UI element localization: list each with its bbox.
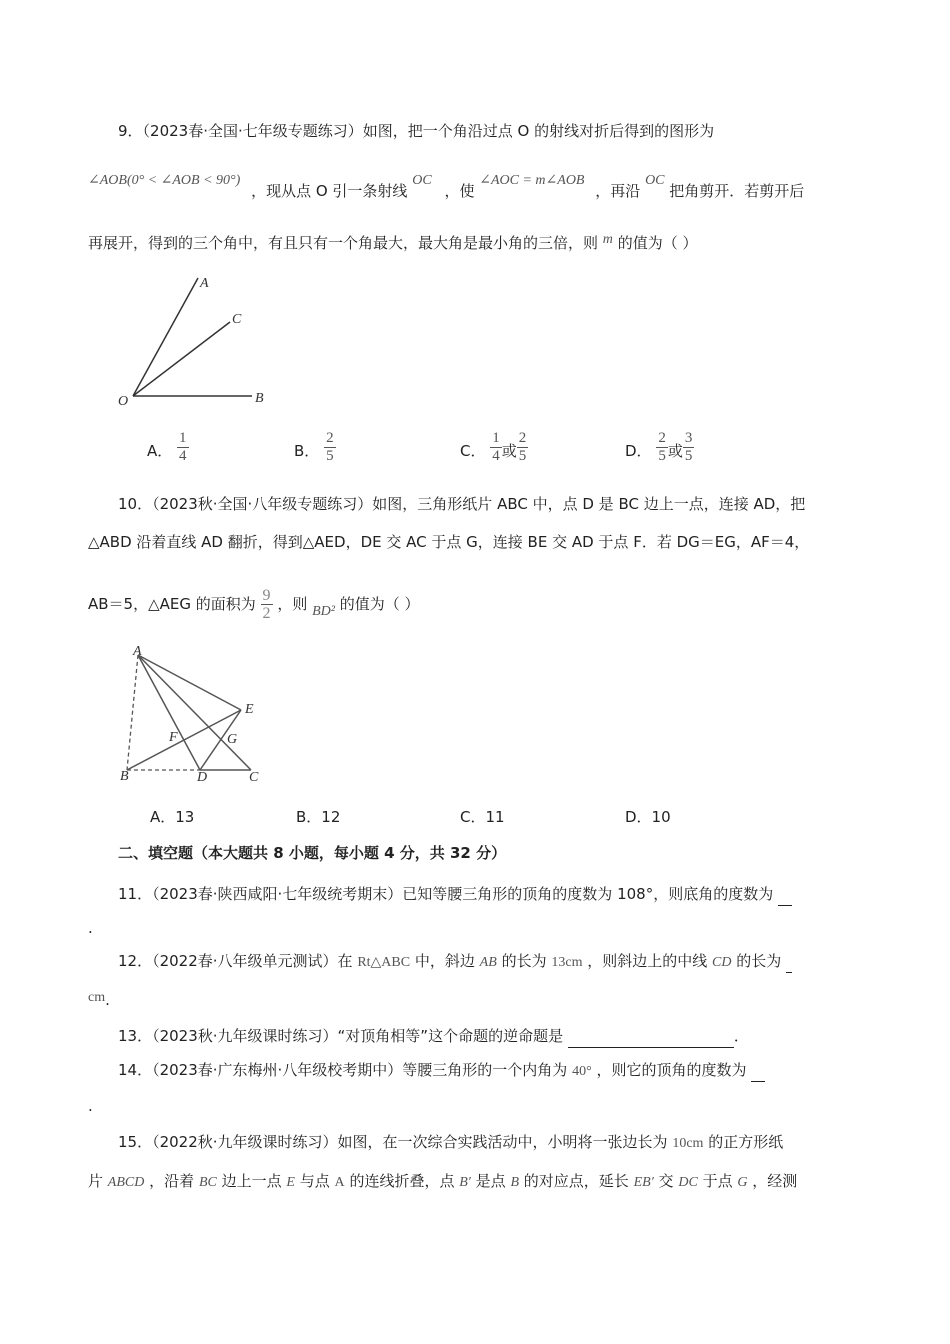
- q11-answer-blank[interactable]: [778, 883, 792, 906]
- q12-unit: cm: [88, 990, 106, 1005]
- q10-bd-squared: BD²: [312, 604, 335, 619]
- q15-line1: [118, 1131, 783, 1155]
- q10-label-d: D: [197, 770, 208, 785]
- q12-answer-blank[interactable]: [786, 950, 792, 973]
- q12-end: .: [105, 991, 110, 1009]
- q15-text-h: 是点: [475, 1172, 506, 1190]
- q10-stem-1: 10．（2023秋·全国·八年级专题练习）如图，三角形纸片 ABC 中，点 D 是 BC 边上一点，连接 AD，把: [118, 495, 806, 513]
- q14-line1: [118, 1059, 765, 1083]
- q10-stem-3b: ，则: [277, 595, 308, 613]
- q14-text-a: 14．（2023春·广东梅州·八年级校考期中）等腰三角形的一个内角为: [118, 1061, 568, 1079]
- q10-edge-ac: [138, 655, 251, 770]
- q12-rt-triangle: Rt△ABC: [357, 955, 411, 970]
- q11-line1: [118, 883, 792, 906]
- section-heading-fill-blank: 二、填空题（本大题共 8 小题，每小题 4 分，共 32 分）: [118, 844, 507, 862]
- q12-text-e: 的长为: [736, 952, 782, 970]
- q15-text-a: 15．（2022秋·九年级课时练习）如图，在一次综合实践活动中，小明将一张边长为: [118, 1133, 668, 1151]
- q15-text-l: ，经测: [752, 1172, 798, 1190]
- q9-option-d-frac1: $\frac{2}{5}$: [658, 430, 666, 464]
- q9-ray-oa: [133, 278, 198, 396]
- q15-abcd: ABCD: [107, 1175, 145, 1190]
- q9-text-a: ，现从点 O 引一条射线: [251, 182, 408, 200]
- q9-label-c: C: [232, 312, 242, 327]
- q9-option-d-frac2: $\frac{3}{5}$: [684, 430, 693, 464]
- q11-line2: .: [88, 919, 93, 937]
- q15-text-g: 的连线折叠，点: [349, 1172, 455, 1190]
- q10-stem-3a: AB＝5，△AEG 的面积为: [88, 595, 256, 613]
- q9-option-d[interactable]: [625, 430, 694, 465]
- q10-label-f: F: [169, 730, 178, 745]
- q10-area-frac: $\frac{9}{2}$: [262, 587, 271, 622]
- q9-line1: [118, 120, 714, 142]
- q9-stem-3b: 的值为（ ）: [617, 234, 698, 252]
- q10-label-c: C: [249, 770, 259, 785]
- q9-label-b: B: [255, 391, 264, 406]
- q10-edge-ab: [127, 655, 138, 770]
- q9-stem-1: 9．（2023春·全国·七年级专题练习）如图，把一个角沿过点 O 的射线对折后得到的图形为: [118, 122, 715, 140]
- q15-side-length: 10cm: [672, 1136, 704, 1151]
- q15-line2: [88, 1170, 797, 1194]
- q11-stem: 11．（2023春·陕西咸阳·七年级统考期末）已知等腰三角形的顶角的度数为 108°，则底角的度数为: [118, 885, 774, 903]
- q9-stem-3a: 再展开，得到的三个角中，有且只有一个角最大，最大角是最小角的三倍，则: [88, 234, 599, 252]
- q9-oc-expr-2: OC: [645, 173, 665, 188]
- q9-figure: [112, 270, 282, 415]
- q15-text-i: 的对应点，延长: [523, 1172, 629, 1190]
- q13-answer-blank[interactable]: [568, 1025, 734, 1048]
- q9-option-c-or: 或: [501, 442, 517, 460]
- q9-var-m: m: [602, 232, 613, 247]
- q15-e: E: [286, 1175, 295, 1190]
- q12-ab: AB: [479, 955, 497, 970]
- q12-text-c: 的长为: [501, 952, 547, 970]
- q9-option-b[interactable]: [294, 430, 336, 465]
- q9-line3: [88, 232, 697, 256]
- q9-ray-oc: [133, 322, 230, 396]
- q9-aoc-expr: ∠AOC = m∠AOB: [479, 173, 585, 188]
- q13-end: ．: [733, 1027, 749, 1045]
- q15-a: A: [334, 1175, 345, 1190]
- q15-text-c: 片: [88, 1172, 104, 1190]
- q9-text-b: ，使: [444, 182, 475, 200]
- q15-text-d: ，沿着: [149, 1172, 195, 1190]
- q9-option-a-label: A．: [147, 442, 173, 460]
- q10-option-b[interactable]: B．12: [296, 808, 341, 826]
- q9-option-b-label: B．: [294, 442, 320, 460]
- q14-line2: .: [88, 1097, 93, 1115]
- q9-option-c-label: C．: [460, 442, 486, 460]
- q9-option-a[interactable]: [147, 430, 189, 465]
- q9-option-c-frac2: $\frac{2}{5}$: [518, 430, 527, 464]
- q15-bc: BC: [198, 1175, 217, 1190]
- q10-stem-3c: 的值为（ ）: [339, 595, 420, 613]
- q9-option-c[interactable]: [460, 430, 528, 465]
- q9-text-d: 把角剪开．若剪开后: [669, 182, 805, 200]
- q15-text-j: 交: [658, 1172, 674, 1190]
- q15-text-f: 与点: [299, 1172, 330, 1190]
- q9-option-a-frac: $\frac{1}{4}$: [179, 430, 187, 464]
- q12-text-a: 12．（2022春·八年级单元测试）在: [118, 952, 353, 970]
- q14-text-b: ，则它的顶角的度数为: [596, 1061, 747, 1079]
- q15-g: G: [737, 1175, 748, 1190]
- q12-line1: [118, 950, 792, 974]
- q9-label-o: O: [118, 394, 129, 409]
- q10-figure: [115, 640, 275, 785]
- q10-line3: [88, 587, 420, 622]
- q9-label-a: A: [200, 276, 209, 291]
- q10-label-e: E: [245, 702, 254, 717]
- q10-edge-be: [127, 710, 241, 770]
- q15-b: B: [510, 1175, 520, 1190]
- q13-line: [118, 1025, 749, 1048]
- q15-eb-prime: EB′: [633, 1175, 654, 1190]
- q15-text-e: 边上一点: [221, 1172, 282, 1190]
- q15-text-b: 的正方形纸: [708, 1133, 784, 1151]
- q12-text-b: 中，斜边: [414, 952, 475, 970]
- q10-line2: [88, 531, 809, 553]
- q9-option-d-or: 或: [667, 442, 683, 460]
- q9-oc-expr: OC: [412, 173, 432, 188]
- q10-stem-2: △ABD 沿着直线 AD 翻折，得到△AED，DE 交 AC 于点 G，连接 BE 交 AD 于点 F．若 DG＝EG，AF＝4，: [88, 533, 810, 551]
- q12-line2: [88, 985, 110, 1009]
- q9-angle-expr: ∠AOB(0° < ∠AOB < 90°): [88, 173, 241, 188]
- q10-line1: [118, 493, 805, 515]
- q9-line2: [88, 173, 805, 204]
- q15-text-k: 于点: [702, 1172, 733, 1190]
- q10-option-c[interactable]: C．11: [460, 808, 505, 826]
- q14-answer-blank[interactable]: [751, 1059, 765, 1082]
- q10-option-d[interactable]: D．10: [625, 808, 671, 826]
- q12-text-d: ，则斜边上的中线: [587, 952, 708, 970]
- q10-option-a[interactable]: A．13: [150, 808, 195, 826]
- q15-dc: DC: [678, 1175, 698, 1190]
- q10-label-g: G: [227, 732, 238, 747]
- q14-angle: 40°: [572, 1064, 592, 1079]
- q12-cd: CD: [712, 955, 732, 970]
- q10-label-b: B: [120, 769, 129, 784]
- q9-option-b-frac: $\frac{2}{5}$: [326, 430, 334, 464]
- q9-option-c-frac1: $\frac{1}{4}$: [492, 430, 500, 464]
- q12-length: 13cm: [551, 955, 583, 970]
- q9-text-c: ，再沿: [595, 182, 641, 200]
- q13-stem: 13．（2023秋·九年级课时练习）“对顶角相等”这个命题的逆命题是: [118, 1027, 564, 1045]
- q9-option-d-label: D．: [625, 442, 652, 460]
- q15-b-prime: B′: [459, 1175, 471, 1190]
- q10-label-a: A: [133, 644, 142, 659]
